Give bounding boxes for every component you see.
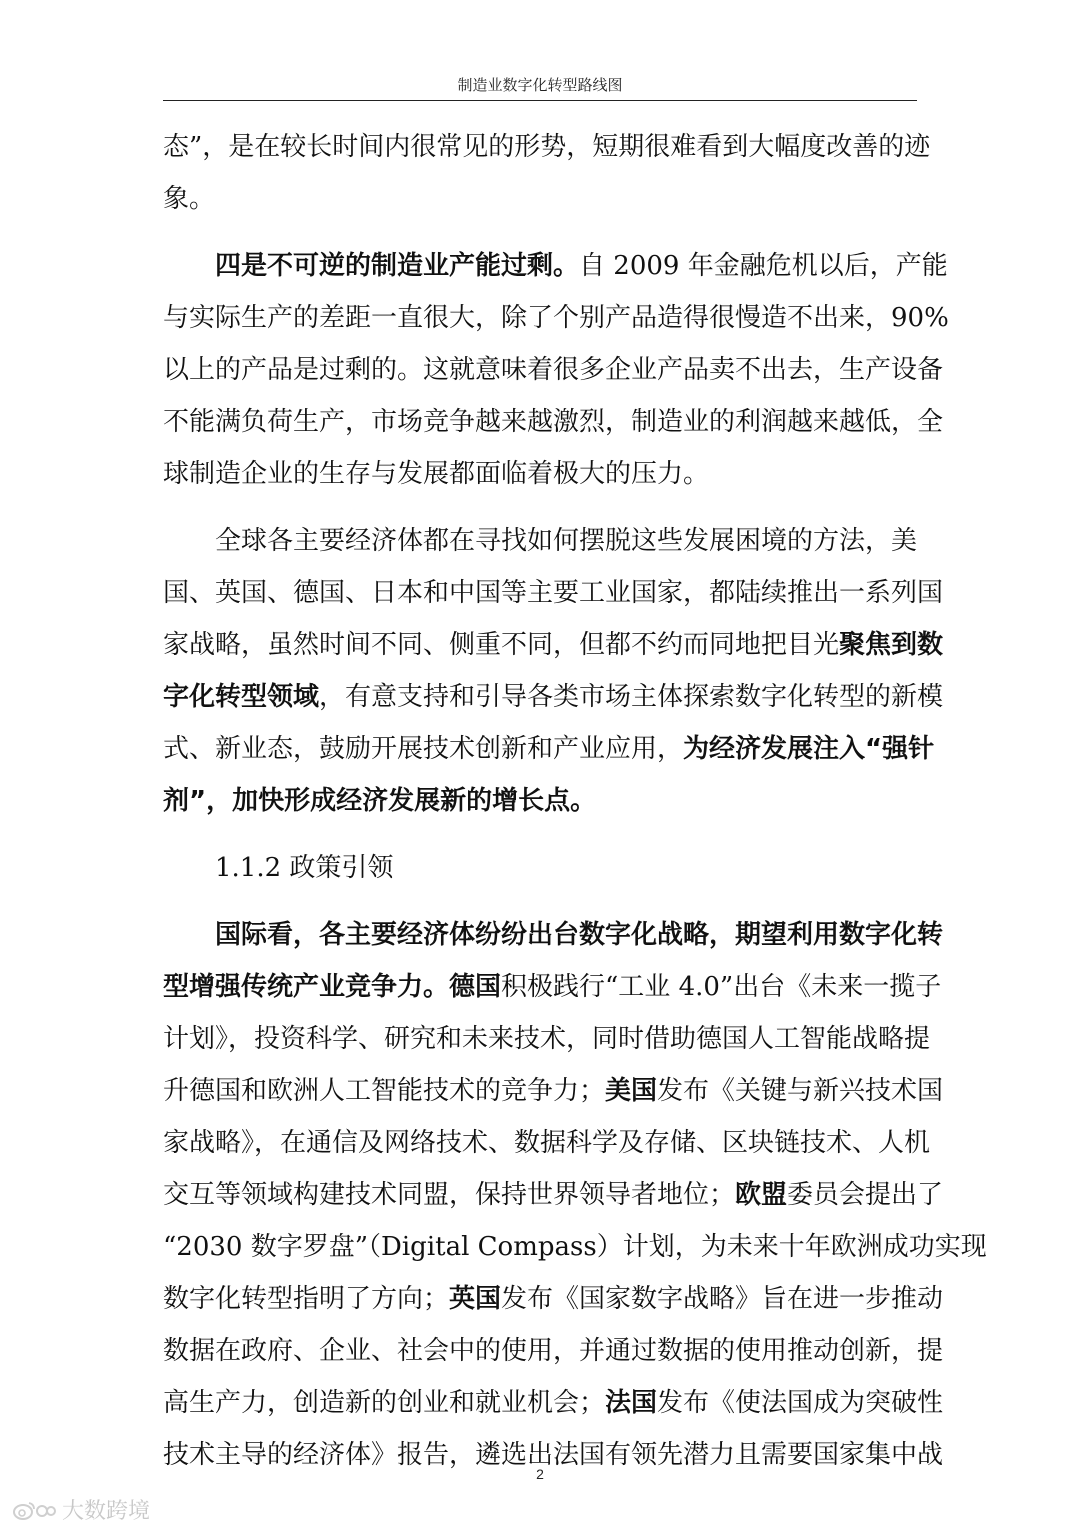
watermark-text: 大数跨境	[62, 1499, 151, 1524]
page-number: 2	[536, 1466, 544, 1482]
header-divider	[163, 100, 917, 101]
text-run: 交互等领域构建技术同盟，保持世界领导者地位；	[163, 1180, 736, 1210]
watermark	[12, 1494, 150, 1525]
bold-phrase: 英国	[449, 1284, 502, 1314]
text-line	[163, 1169, 944, 1221]
running-header: 制造业数字化转型路线图	[457, 76, 623, 94]
text-run: 委员会提出了	[787, 1180, 944, 1210]
text-line: 数据在政府、企业、社会中的使用，并通过数据的使用推动创新，提	[163, 1336, 944, 1366]
text-line	[163, 909, 944, 961]
text-line: 计划》，投资科学、研究和未来技术，同时借助德国人工智能战略提	[163, 1024, 931, 1054]
text-line: 国、英国、德国、日本和中国等主要工业国家，都陆续推出一系列国	[163, 578, 944, 608]
text-line: 技术主导的经济体》报告，遴选出法国有领先潜力且需要国家集中战	[163, 1440, 944, 1470]
text-line: 象。	[163, 184, 216, 214]
bold-phrase: 美国	[605, 1076, 658, 1106]
bold-phrase: 欧盟	[735, 1180, 788, 1210]
text-run: 数字化转型指明了方向；	[163, 1284, 450, 1314]
text-line: 不能满负荷生产，市场竞争越来越激烈，制造业的利润越来越低，全	[163, 407, 944, 437]
text-line	[163, 723, 935, 775]
text-run: 发布《国家数字战略》旨在进一步推动	[501, 1284, 944, 1314]
bold-phrase: 四是不可逆的制造业产能过剩。	[215, 251, 580, 281]
text-line	[163, 240, 948, 292]
text-line	[163, 1065, 944, 1117]
text-line: 全球各主要经济体都在寻找如何摆脱这些发展困境的方法，美	[215, 526, 918, 556]
text-line	[163, 1273, 944, 1325]
bold-phrase: 型增强传统产业竞争力。德国	[163, 972, 502, 1002]
text-run: ，有意支持和引导各类市场主体探索数字化转型的新模	[319, 682, 944, 712]
text-line	[163, 619, 944, 671]
text-line: 态”，是在较长时间内很常见的形势，短期很难看到大幅度改善的迹	[163, 132, 931, 162]
text-line: 球制造企业的生存与发展都面临着极大的压力。	[163, 459, 710, 489]
bold-phrase: 为经济发展注入“强针	[683, 734, 935, 764]
weibo-logo-icon	[12, 1499, 56, 1521]
text-line	[163, 1377, 944, 1429]
text-run: 家战略，虽然时间不同、侧重不同，但都不约而同地把目光	[163, 630, 840, 660]
text-run: 高生产力，创造新的创业和就业机会；	[163, 1388, 606, 1418]
text-line	[163, 775, 917, 827]
text-line: “2030 数字罗盘”（Digital Compass）计划，为未来十年欧洲成功实现	[163, 1232, 987, 1262]
bold-phrase: 国际看，各主要经济体纷纷出台数字化战略，期望利用数字化转	[215, 920, 944, 950]
text-run: 自 2009 年金融危机以后，产能	[579, 251, 948, 281]
text-line	[163, 671, 944, 723]
text-line: 与实际生产的差距一直很大，除了个别产品造得很慢造不出来，90%	[163, 303, 949, 333]
text-line: 以上的产品是过剩的。这就意味着很多企业产品卖不出去，生产设备	[163, 355, 944, 385]
text-line	[163, 961, 942, 1013]
bold-phrase: 聚焦到数	[839, 630, 944, 660]
document-body	[163, 121, 987, 1481]
text-run: 发布《使法国成为突破性	[657, 1388, 944, 1418]
text-line: 家战略》，在通信及网络技术、数据科学及存储、区块链技术、人机	[163, 1128, 931, 1158]
bold-phrase: 法国	[605, 1388, 658, 1418]
bold-phrase: 剂”，加快形成经济发展新的增长点。	[163, 786, 597, 816]
text-run: 式、新业态，鼓励开展技术创新和产业应用，	[163, 734, 684, 764]
text-run: 升德国和欧洲人工智能技术的竞争力；	[163, 1076, 606, 1106]
text-run: 积极践行“工业 4.0”出台《未来一揽子	[501, 972, 942, 1002]
text-run: 发布《关键与新兴技术国	[657, 1076, 944, 1106]
bold-phrase: 字化转型领域	[163, 682, 320, 712]
section-heading: 1.1.2 政策引领	[215, 853, 394, 883]
